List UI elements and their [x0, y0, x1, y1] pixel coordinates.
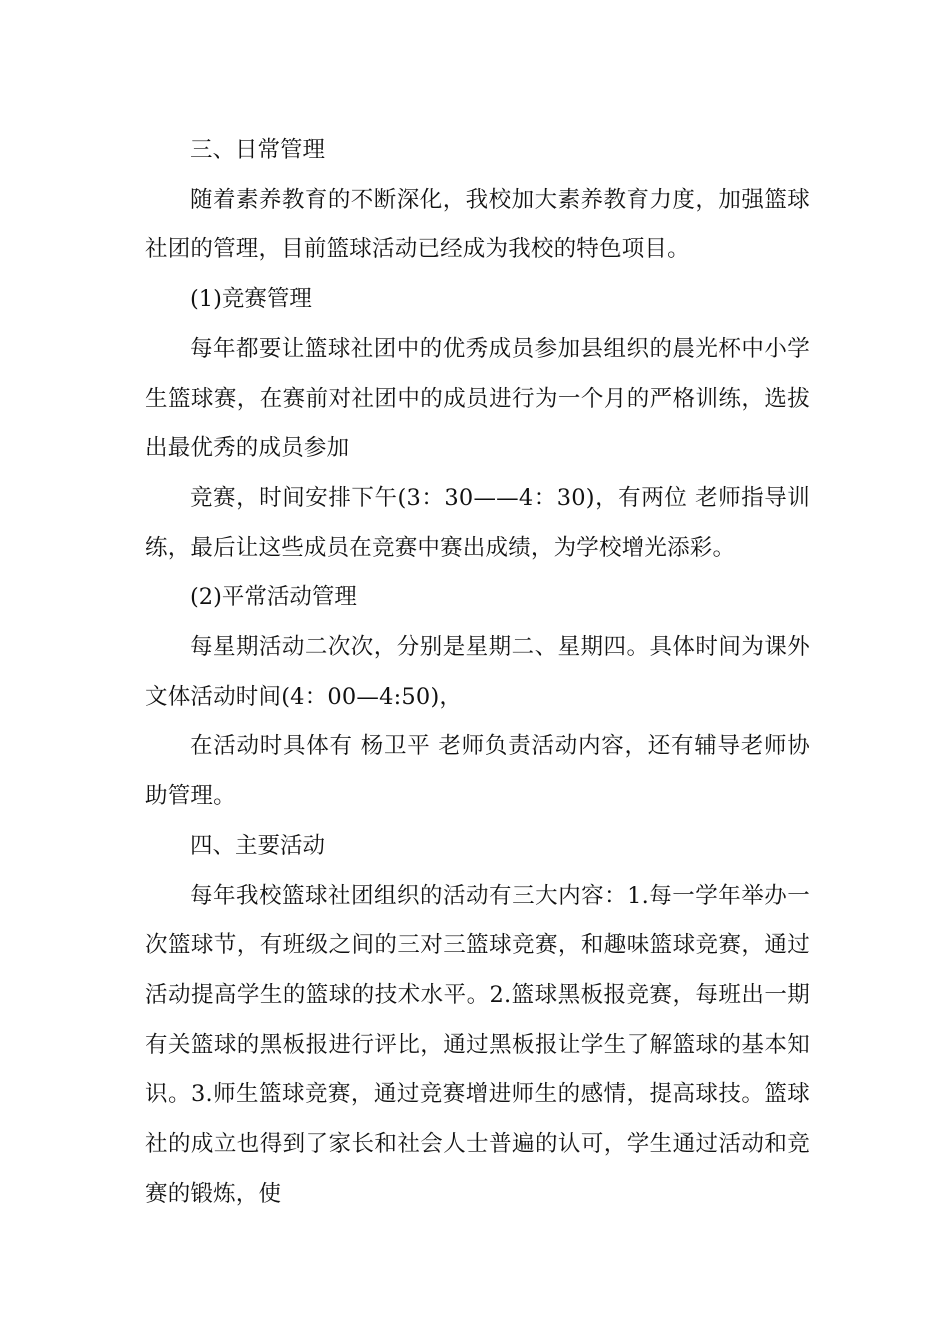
section-three-heading: 三、日常管理: [190, 137, 326, 163]
section-four-para1: 每年我校篮球社团组织的活动有三大内容：1.每一学年举办一次篮球节，有班级之间的三对三篮球竞赛，和趣味篮球竞赛，通过活动提高学生的篮球的技术水平。2.篮球黑板报竞赛，每班出一期有关篮球的黑板报进行评比，通过黑板报让学生了解篮球的基本知识。3.师生篮球竞赛，通过竞赛增进师生的感情，提高球技。篮球社的成立也得到了家长和社会人士普遍的认可，学生通过活动和竞赛的锻炼，使: [145, 882, 810, 1207]
subsection-2-heading: (2)平常活动管理: [190, 584, 357, 611]
subsection-2-para2: 在活动时具体有 杨卫平 老师负责活动内容，还有辅导老师协助管理。: [145, 733, 810, 810]
subsection-1-para1: 每年都要让篮球社团中的优秀成员参加县组织的晨光杯中小学生篮球赛，在赛前对社团中的成员进行为一个月的严格训练，选拔出最优秀的成员参加: [145, 335, 810, 462]
section-four-heading: 四、主要活动: [190, 832, 326, 859]
section-three-intro: 随着素养教育的不断深化，我校加大素养教育力度，加强篮球社团的管理，目前篮球活动已经成为我校的特色项目。: [145, 186, 810, 263]
subsection-2-para1: 每星期活动二次次，分别是星期二、星期四。具体时间为课外文体活动时间(4：00—4:50)，: [145, 634, 810, 710]
subsection-1-para2: 竞赛，时间安排下午(3：30——4：30)，有两位 老师指导训练，最后让这些成员在竞赛中赛出成绩，为学校增光添彩。: [145, 484, 810, 561]
document-body: [145, 126, 810, 1219]
subsection-1-heading: (1)竞赛管理: [190, 286, 312, 313]
